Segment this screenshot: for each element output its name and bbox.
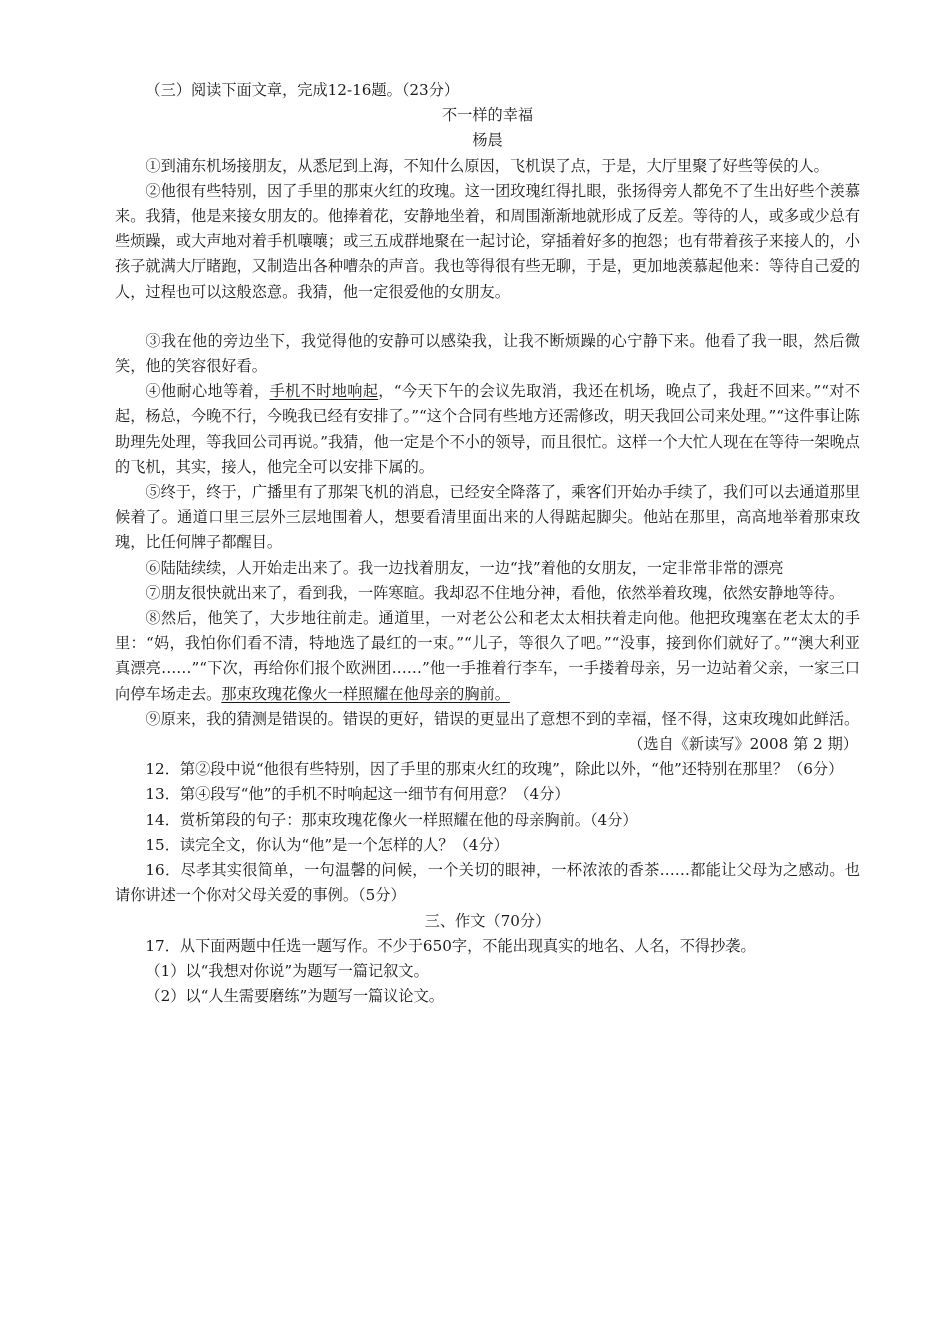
article-author: 杨晨 <box>472 131 503 150</box>
paragraph-7: ⑦朋友很快就出来了，看到我，一阵寒暄。我却忍不住地分神，看他，依然举着玫瑰，依然安静地等待。 <box>145 583 845 602</box>
article-title: 不一样的幸福 <box>441 106 534 125</box>
section-intro: （三）阅读下面文章，完成12-16题。（23分） <box>145 81 460 99</box>
underlined-phone-sentence: 手机不时地响起 <box>269 382 379 401</box>
article-source: （选自《新读写》2008 第 2 期） <box>628 735 858 754</box>
paragraph-4-rest: ，“今天下午的会议先取消，我还在机场，晚点了，我赶不回来。”“对不起，杨总，今晚不行，今晚我已经有安排了。”“这个合同有些地方还需修改，明天我回公司来处理。”“这件事让陈助理先处理，等我回公司再说。”我猜，他一定是个不小的领导，而且很忙。这样一个大忙人现在在等待一架晚点的飞机，其实，接人，他完全可以安排下属的。 <box>115 382 861 476</box>
composition-heading: 三、作文（70分） <box>424 911 551 930</box>
question-13: 13．第④段写“他”的手机不时响起这一细节有何用意？（4分） <box>145 785 570 804</box>
paragraph-6: ⑥陆陆续续，人开始走出来了。我一边找着朋友，一边“找”着他的女朋友，一定非常非常的漂亮 <box>145 558 784 577</box>
paragraph-2: ②他很有些特别，因了手里的那束火红的玫瑰。这一团玫瑰红得扎眼，张扬得旁人都免不了生出好些个羡慕来。我猜，他是来接女朋友的。他捧着花，安静地坐着，和周围渐渐地就形成了反差。等待的人，或多或少总有些烦躁，或大声地对着手机嚷嚷；或三五成群地聚在一起讨论，穿插着好多的抱怨；也有带着孩子来接人的，小孩子就满大厅睹跑，又制造出各种嘈杂的声音。我也等得很有些无聊，于是，更加地羡慕起他来：等待自己爱的人，过程也可以这般恣意。我猜，他一定很爱他的女朋友。 <box>115 181 860 301</box>
paragraph-4-prefix: ④他耐心地等着， <box>145 382 270 401</box>
question-14: 14．赏析第段的句子：那束玫瑰花像火一样照耀在他的母亲胸前。（4分） <box>145 810 638 829</box>
paragraph-8 <box>115 606 860 707</box>
underlined-rose-sentence: 那束玫瑰花像火一样照耀在他母亲的胸前。 <box>221 684 510 703</box>
paragraph-9: ⑨原来，我的猜测是错误的。错误的更好，错误的更显出了意想不到的幸福，怪不得，这束玫瑰如此鲜活。 <box>145 709 860 728</box>
paragraph-3: ③我在他的旁边坐下，我觉得他的安静可以感染我，让我不断烦躁的心宁静下来。他看了我一眼，然后微笑，他的笑容很好看。 <box>115 331 860 376</box>
question-12: 12．第②段中说“他很有些特别，因了手里的那束火红的玫瑰”，除此以外，“他”还特别在那里？（6分） <box>145 760 844 779</box>
paragraph-8-main: ⑧然后，他笑了，大步地往前走。通道里，一对老公公和老太太相扶着走向他。他把玫瑰塞在老太太的手里：“妈，我怕你们看不清，特地选了最红的一束。”“儿子，等很久了吧。”“没事，接到你们就好了。”“澳大利亚真漂亮……”“下次，再给你们报个欧洲团……”他一手推着行李车，一手搂着母亲，另一边站着父亲，一家三口向停车场走去。 <box>115 609 860 703</box>
composition-option-1: （1）以“我想对你说”为题写一篇记叙文。 <box>145 961 429 980</box>
question-17: 17．从下面两题中任选一题写作。不少于650字，不能出现真实的地名、人名，不得抄袭。 <box>145 936 756 955</box>
question-15: 15．读完全文，你认为“他”是一个怎样的人？（4分） <box>145 835 509 854</box>
blank-line <box>115 305 860 329</box>
paragraph-4 <box>115 379 860 480</box>
paragraph-5: ⑤终于，终于，广播里有了那架飞机的消息，已经安全降落了，乘客们开始办手续了，我们可以去通道那里候着了。通道口里三层外三层地围着人，想要看清里面出来的人得踮起脚尖。他站在那里，高高地举着那束玫瑰，比任何牌子都醒目。 <box>115 483 860 552</box>
composition-option-2: （2）以“人生需要磨练”为题写一篇议论文。 <box>145 987 444 1006</box>
question-16: 16．尽孝其实很简单，一句温馨的问候，一个关切的眼神，一杯浓浓的香茶……都能让父母为之感动。也请你讲述一个你对父母关爱的事例。（5分） <box>115 861 860 905</box>
exam-page <box>115 78 860 1009</box>
paragraph-1: ①到浦东机场接朋友，从悉尼到上海，不知什么原因，飞机误了点，于是，大厅里聚了好些等侯的人。 <box>145 156 829 175</box>
